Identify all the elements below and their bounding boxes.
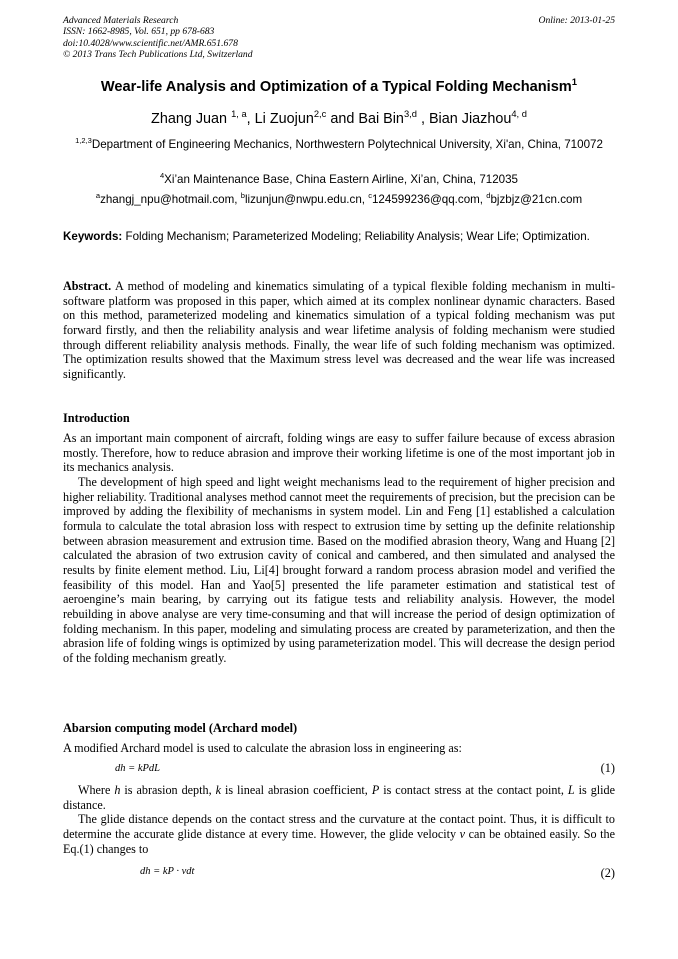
author-sup: 4, d [511,109,527,120]
keywords-text: Folding Mechanism; Parameterized Modeling; Reliability Analysis; Wear Life; Optimization. [122,230,590,243]
introduction-body [63,431,615,666]
email: 124599236@qq.com, [371,193,487,206]
archard-body [63,783,615,856]
paragraph [63,812,615,856]
paragraph: The development of high speed and light weight mechanisms lead to the requirement of higher precision and higher reliability. Traditional analyses method cannot meet the requirements of precision, but the precision can be improved by adding the flexibility of mechanisms in system model. Lin and Feng [1] established a calculation formula to calculate the total abrasion loss with respect to extrusion time by setting up the definite relationship between abrasion measurement and extrusion time. Based on the modified abrasion theory, Wang and Huang [2] calculated the abrasion of two extrusion cavity of conical and cambered, and then simulated and analysed the results by finite element method. Liu, Li[4] brought forward a random process abrasion model and verified the feasibility of this model. Han and Yao[5] presented the life parameter estimation and statistical test of aeroengine’s main bearing, by carrying out its fatigue tests and reliability analysis. However, the model rebuilding in above analyse are very time-consuming and that will increase the period of design optimization of folding mechanism. In this paper, modeling and simulating process are created by parameterization, and then the abrasion life of folding wings is optimized by using parameterization model. This will decrease the design period of the folding mechanism greatly. [63,474,615,665]
email-sup: a [95,191,101,201]
introduction-heading: Introduction [63,411,130,425]
variable: h [114,783,121,797]
keywords [63,230,615,245]
author-name: Zhang Juan [151,111,232,127]
author-separator: , [246,111,255,127]
variable: v [459,826,466,841]
affiliation-text: Xi’an Maintenance Base, China Eastern Airline, Xi’an, China, 712035 [164,173,519,186]
affiliation-sup: 4 [159,171,165,181]
title-footnote-mark: 1 [571,77,578,89]
equation-1: dh = kPdL [115,763,160,774]
equation-2: dh = kP · vdt [140,866,195,877]
text-run: is contact stress at the contact point, [379,783,568,797]
author-name: Bai Bin [358,111,404,127]
author-name: Bian Jiazhou [428,111,512,127]
variable: P [371,783,380,797]
abstract-label: Abstract. [63,279,112,293]
author-sup: 2,c [313,109,327,120]
text-run: is lineal abrasion coefficient, [220,783,372,797]
affiliation-1 [63,138,615,153]
email: lizunjun@nwpu.edu.cn, [244,193,369,206]
abstract [63,279,615,382]
text-run: can be obtained easily. So the Eq.(1) changes to [63,826,615,856]
author-name: Li Zuojun [254,111,314,127]
copyright-line: © 2013 Trans Tech Publications Ltd, Switzerland [63,48,253,60]
variable: L [567,783,575,797]
archard-intro [63,741,615,756]
author-separator: , [416,111,429,127]
text-run: Where [78,783,115,797]
text-run: The glide distance depends on the contact stress and the curvature at the contact point. Thus, it is difficult to determine the accurate glide distance at every time. However, the glide velocity [63,812,615,841]
email-sup: b [240,191,245,201]
affiliation-text: Department of Engineering Mechanics, Northwestern Polytechnical University, Xi'an, China, 710072 [91,138,603,151]
equation-1-number: (1) [600,761,615,775]
email: bjzbjz@21cn.com [490,193,583,206]
title-text: Wear-life Analysis and Optimization of a Typical Folding Mechanism [100,79,572,95]
author-emails [63,193,615,208]
text-run: is glide distance. [63,783,615,812]
journal-name: Advanced Materials Research [63,15,179,26]
author-sup: 3,d [403,109,417,120]
equation-2-number: (2) [600,866,615,880]
text-run: is abrasion depth, [120,783,216,797]
archard-heading: Abarsion computing model (Archard model) [63,721,298,735]
variable: k [215,783,221,797]
online-date: Online: 2013-01-25 [538,15,615,26]
affiliation-2 [63,173,615,188]
email: zhangj_npu@hotmail.com, [100,193,241,206]
paper-title [63,78,615,96]
author-separator: and [326,111,359,127]
paragraph: As an important main component of aircraft, folding wings are easy to suffer failure because of excess abrasion mostly. Therefore, how to reduce abrasion and improve their working lifetime is one of the most important job in its mechanics analysis. [63,431,615,475]
doi-line: doi:10.4028/www.scientific.net/AMR.651.678 [63,37,238,49]
author-sup: 1, a [231,109,247,120]
paragraph: A modified Archard model is used to calculate the abrasion loss in engineering as: [63,741,462,755]
email-sup: c [368,191,372,201]
keywords-label: Keywords: [63,230,123,243]
affiliation-sup: 1,2,3 [75,136,92,146]
abstract-text: A method of modeling and kinematics simulating of a typical flexible folding mechanism in multi-software platform was proposed in this paper, which aimed at its complex nonlinear dynamic characters. Based on this method, parameterized modeling and kinematics simulation of a typical folding mechanism was put forward firstly, and then the reliability analysis and wear lifetime analysis of folding mechanism were studied through different reliability analysis methods. Finally, the wear life of such folding mechanism was optimized. The optimization results showed that the Maximum stress level was decreased and the wear life was increased significantly. [63,279,615,381]
email-sup: d [486,191,491,201]
paragraph [63,783,615,812]
author-list [63,110,615,128]
journal-header [63,15,253,60]
issn-line: ISSN: 1662-8985, Vol. 651, pp 678-683 [63,26,215,38]
